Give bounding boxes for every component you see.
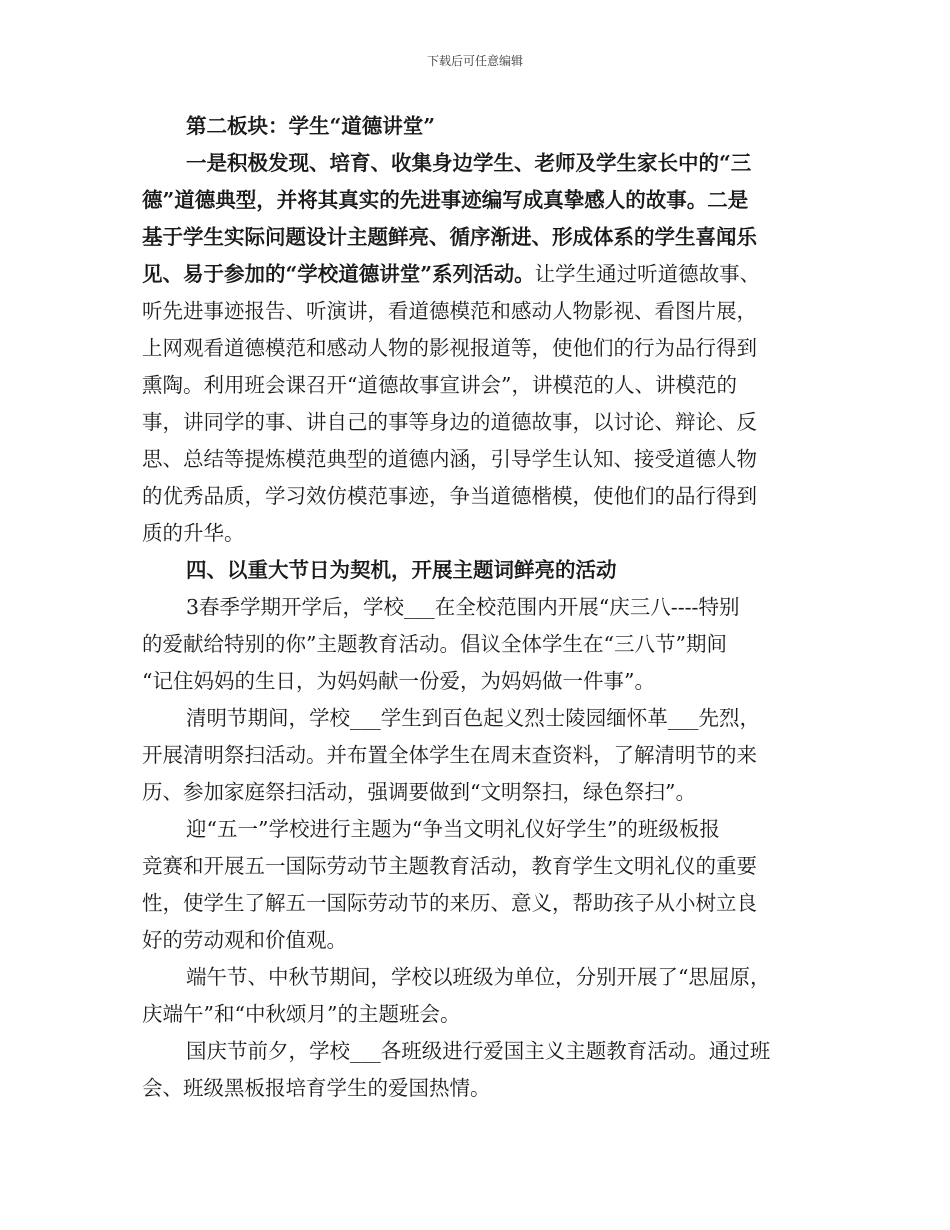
text-line: [142, 293, 812, 330]
text-line: [142, 108, 812, 145]
text-line: [142, 885, 812, 922]
text-line-content: 国庆节前夕，学校___各班级进行爱国主义主题教育活动。通过班: [186, 1039, 771, 1063]
text-line-content: 端午节、中秋节期间，学校以班级为单位，分别开展了“思屈原，: [186, 965, 771, 989]
text-line-tail: 让学生通过听道德故事、: [534, 262, 761, 286]
text-line-content: 事，讲同学的事、讲自己的事等身边的道德故事，以讨论、辩论、反: [142, 410, 757, 434]
text-line: [142, 700, 812, 737]
text-line: [142, 1070, 812, 1107]
text-line-content: 开展清明祭扫活动。并布置全体学生在周末查资料，了解清明节的来: [142, 743, 757, 767]
text-line: [142, 367, 812, 404]
text-line: [142, 774, 812, 811]
text-line-content: 熏陶。利用班会课召开“道德故事宣讲会”，讲模范的人、讲模范的: [142, 373, 737, 397]
text-line-content: 历、参加家庭祭扫活动，强调要做到“文明祭扫，绿色祭扫”。: [142, 780, 696, 804]
text-line-content: 听先进事迹报告、听演讲，看道德模范和感动人物影视、看图片展，: [142, 299, 757, 323]
text-line-content: 基于学生实际问题设计主题鲜亮、循序渐进、形成体系的学生喜闻乐: [142, 225, 757, 249]
text-line: [142, 626, 812, 663]
text-line-content: 的爱献给特别的你”主题教育活动。倡议全体学生在“三八节”期间: [142, 632, 727, 656]
text-line-content: 见、易于参加的“学校道德讲堂”系列活动。: [142, 262, 535, 286]
text-line: [142, 848, 812, 885]
text-line: [142, 552, 812, 589]
document-body: [142, 108, 812, 1107]
text-line-content: 一是积极发现、培育、收集身边学生、老师及学生家长中的“三: [186, 151, 752, 175]
text-line: [142, 737, 812, 774]
text-line-content: 的优秀品质，学习效仿模范事迹，争当道德楷模，使他们的品行得到: [142, 484, 757, 508]
text-line: [142, 811, 812, 848]
text-line: [142, 515, 812, 552]
text-line: [142, 922, 812, 959]
text-line-content: 性，使学生了解五一国际劳动节的来历、意义，帮助孩子从小树立良: [142, 891, 757, 915]
text-line-content: “记住妈妈的生日，为妈妈献一份爱，为妈妈做一件事”。: [142, 669, 655, 693]
text-line-content: 思、总结等提炼模范典型的道德内涵，引导学生认知、接受道德人物: [142, 447, 757, 471]
text-line-content: 庆端午”和“中秋颂月”的主题班会。: [142, 1002, 461, 1026]
text-line-content: 第二板块：学生“道德讲堂”: [186, 114, 436, 138]
text-line-content: 迎“五一”学校进行主题为“争当文明礼仪好学生”的班级板报: [186, 817, 720, 841]
text-line: [142, 663, 812, 700]
text-line: [142, 330, 812, 367]
text-line: [142, 478, 812, 515]
text-line: [142, 996, 812, 1033]
text-line: [142, 441, 812, 478]
text-line-content: 德”道德典型，并将其真实的先进事迹编写成真挚感人的故事。二是: [142, 188, 749, 212]
text-line: [142, 959, 812, 996]
text-line: [142, 219, 812, 256]
text-line: [142, 589, 812, 626]
text-line-content: 上网观看道德模范和感动人物的影视报道等，使他们的行为品行得到: [142, 336, 757, 360]
text-line: [142, 145, 812, 182]
text-line-content: 竞赛和开展五一国际劳动节主题教育活动，教育学生文明礼仪的重要: [142, 854, 757, 878]
text-line-content: 3春季学期开学后，学校___在全校范围内开展“庆三八----特别: [186, 595, 740, 619]
text-line-content: 质的升华。: [142, 521, 245, 545]
text-line: [142, 182, 812, 219]
text-line: [142, 1033, 812, 1070]
text-line-content: 会、班级黑板报培育学生的爱国热情。: [142, 1076, 491, 1100]
text-line: [142, 404, 812, 441]
page-header: 下载后可任意编辑: [426, 54, 523, 68]
text-line: [142, 256, 812, 293]
text-line-content: 四、以重大节日为契机，开展主题词鲜亮的活动: [186, 558, 617, 582]
text-line-content: 清明节期间，学校___学生到百色起义烈士陵园缅怀革___先烈，: [186, 706, 760, 730]
text-line-content: 好的劳动观和价值观。: [142, 928, 347, 952]
